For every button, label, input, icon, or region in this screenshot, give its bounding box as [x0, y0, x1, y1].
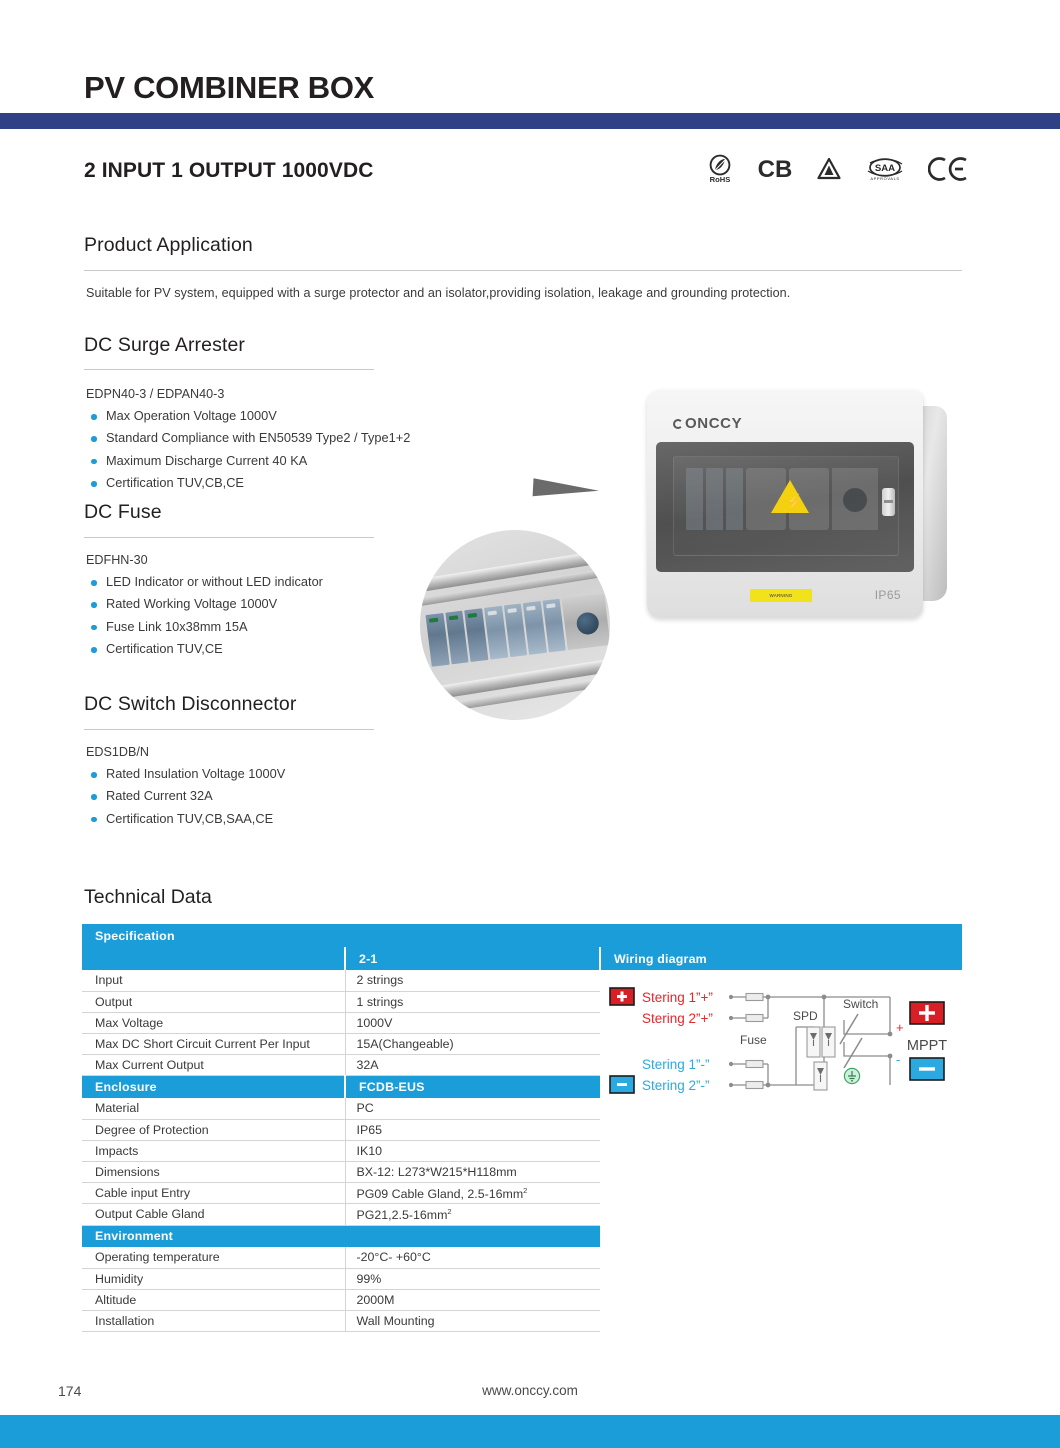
earth-symbol: [844, 1068, 859, 1083]
row-value: Wall Mounting: [345, 1311, 600, 1332]
row-key: Cable input Entry: [82, 1183, 345, 1204]
list-item: LED Indicator or without LED indicator: [86, 571, 486, 593]
input-label-positive-1: Stering 1”+”: [642, 990, 713, 1005]
row-key: Material: [82, 1098, 345, 1119]
list-item: Maximum Discharge Current 40 KA: [86, 450, 486, 472]
door-latch: [882, 488, 895, 516]
list-item: Rated Current 32A: [86, 785, 486, 807]
row-value: PC: [345, 1098, 600, 1119]
product-subtitle: 2 INPUT 1 OUTPUT 1000VDC: [84, 159, 374, 182]
list-item: Certification TUV,CB,CE: [86, 472, 486, 494]
output-label-mppt: MPPT: [906, 1038, 948, 1054]
input-label-negative-2: Stering 2”-”: [642, 1078, 710, 1093]
dc-switch-disconnector-heading: DC Switch Disconnector: [84, 693, 297, 715]
row-value: 1 strings: [345, 991, 600, 1012]
rohs-icon: [706, 154, 734, 184]
device-module: [706, 468, 723, 530]
combiner-box-enclosure: [647, 390, 947, 625]
row-value: [345, 1183, 600, 1204]
row-key: Humidity: [82, 1268, 345, 1289]
row-value-text: PG09 Cable Gland, 2.5-16mm: [356, 1186, 524, 1201]
row-value: 32A: [345, 1055, 600, 1076]
fuse-label: Fuse: [740, 1033, 767, 1047]
row-value: BX-12: L273*W215*H118mm: [345, 1162, 600, 1183]
row-value: 99%: [345, 1268, 600, 1289]
band-key: Enclosure: [82, 1076, 345, 1098]
certification-logos: [706, 154, 970, 184]
row-key: Output Cable Gland: [82, 1204, 345, 1225]
product-application-text: Suitable for PV system, equipped with a surge protector and an isolator,providing isolation, leakage and grounding protection.: [86, 286, 791, 300]
list-item: Certification TUV,CB,SAA,CE: [86, 808, 486, 830]
input-label-negative-1: Stering 1”-”: [642, 1057, 710, 1072]
inset-callout-pointer: [533, 478, 600, 499]
footer-url: www.onccy.com: [482, 1383, 578, 1398]
navy-divider-bar: [0, 113, 1060, 129]
band-value: FCDB-EUS: [345, 1076, 600, 1098]
row-key: Impacts: [82, 1140, 345, 1161]
row-key: Installation: [82, 1311, 345, 1332]
dc-switch-disconnector-model: EDS1DB/N: [86, 745, 149, 759]
technical-data-heading: Technical Data: [84, 886, 212, 908]
svg-text:APPROVALS: APPROVALS: [870, 176, 900, 181]
device-module: [686, 468, 703, 530]
row-key: Max Current Output: [82, 1055, 345, 1076]
list-item: Rated Working Voltage 1000V: [86, 593, 486, 615]
list-item: Certification TUV,CE: [86, 638, 486, 660]
output-polarity-negative: -: [896, 1052, 901, 1067]
warning-sticker: WARNING: [750, 589, 812, 602]
row-value: 15A(Changeable): [345, 1034, 600, 1055]
switch-symbols: [840, 1014, 862, 1068]
svg-text:SAA: SAA: [874, 163, 896, 174]
svg-text:CB: CB: [757, 156, 793, 183]
row-key: Degree of Protection: [82, 1119, 345, 1140]
wiring-diagram: [600, 972, 962, 1112]
enclosure-front: [647, 390, 923, 618]
wiring-diagram-header-cell: Wiring diagram: [600, 947, 962, 970]
row-key: Output: [82, 991, 345, 1012]
row-key: Input: [82, 970, 345, 991]
row-key: Max DC Short Circuit Current Per Input: [82, 1034, 345, 1055]
list-item: Max Operation Voltage 1000V: [86, 405, 486, 427]
ip-rating-label: IP65: [874, 588, 901, 602]
list-item: Standard Compliance with EN50539 Type2 / Type1+2: [86, 427, 486, 449]
row-value: [345, 1204, 600, 1225]
brand-name: ONCCY: [685, 415, 743, 432]
page-title: PV COMBINER BOX: [84, 70, 375, 105]
row-key: Max Voltage: [82, 1012, 345, 1033]
dc-fuse-model: EDFHN-30: [86, 553, 148, 567]
dc-fuse-heading: DC Fuse: [84, 501, 162, 523]
tuv-triangle-icon: [816, 156, 842, 182]
band-key: Environment: [82, 1225, 600, 1247]
row-value-superscript: 2: [523, 1185, 528, 1195]
row-value-text: PG21,2.5-16mm: [356, 1208, 448, 1223]
output-polarity-positive: +: [896, 1020, 904, 1035]
din-rail-detail-inset: [420, 530, 610, 720]
input-label-positive-2: Stering 2”+”: [642, 1011, 713, 1026]
ce-icon: [928, 155, 970, 183]
saa-icon: [863, 155, 907, 183]
row-value: 2000M: [345, 1289, 600, 1310]
product-photo: [415, 380, 975, 725]
cb-icon: [755, 155, 795, 183]
switch-label: Switch: [843, 997, 879, 1011]
row-value: 2 strings: [345, 970, 600, 991]
list-item: Rated Insulation Voltage 1000V: [86, 763, 486, 785]
table-header-specification: [82, 924, 962, 947]
page-number: 174: [58, 1383, 82, 1399]
row-value: 1000V: [345, 1012, 600, 1033]
row-key: Dimensions: [82, 1162, 345, 1183]
brand-logo: [673, 415, 742, 432]
transparent-door: [656, 442, 914, 572]
switch-knob: [832, 468, 878, 530]
svg-text:RoHS: RoHS: [709, 175, 731, 184]
spd-label: SPD: [793, 1009, 818, 1023]
footer-bar: [0, 1415, 1060, 1448]
row-key: Altitude: [82, 1289, 345, 1310]
specification-header-cell: Specification: [82, 924, 962, 947]
row-value-superscript: 2: [447, 1206, 452, 1216]
device-module: [726, 468, 743, 530]
high-voltage-warning-icon: [771, 480, 809, 513]
dc-surge-arrester-rule: [84, 369, 374, 370]
table-header-columns: [82, 947, 962, 970]
dc-switch-disconnector-rule: [84, 729, 374, 730]
product-application-heading: Product Application: [84, 234, 253, 256]
spd-symbols: [807, 1027, 835, 1090]
row-key: Operating temperature: [82, 1247, 345, 1268]
row-value: -20°C- +60°C: [345, 1247, 600, 1268]
switch-disconnector-module: [562, 593, 610, 650]
dc-surge-arrester-model: EDPN40-3 / EDPAN40-3: [86, 387, 225, 401]
row-value: IP65: [345, 1119, 600, 1140]
product-application-rule: [84, 270, 962, 271]
dc-fuse-rule: [84, 537, 374, 538]
dc-switch-disconnector-bullets: [86, 763, 486, 830]
din-modules: [426, 593, 610, 667]
model-header-cell: 2-1: [345, 947, 600, 970]
brand-mark-icon: [673, 419, 683, 429]
dc-surge-arrester-heading: DC Surge Arrester: [84, 334, 246, 356]
list-item: Fuse Link 10x38mm 15A: [86, 616, 486, 638]
blank-header-cell: [82, 947, 345, 970]
row-value: IK10: [345, 1140, 600, 1161]
